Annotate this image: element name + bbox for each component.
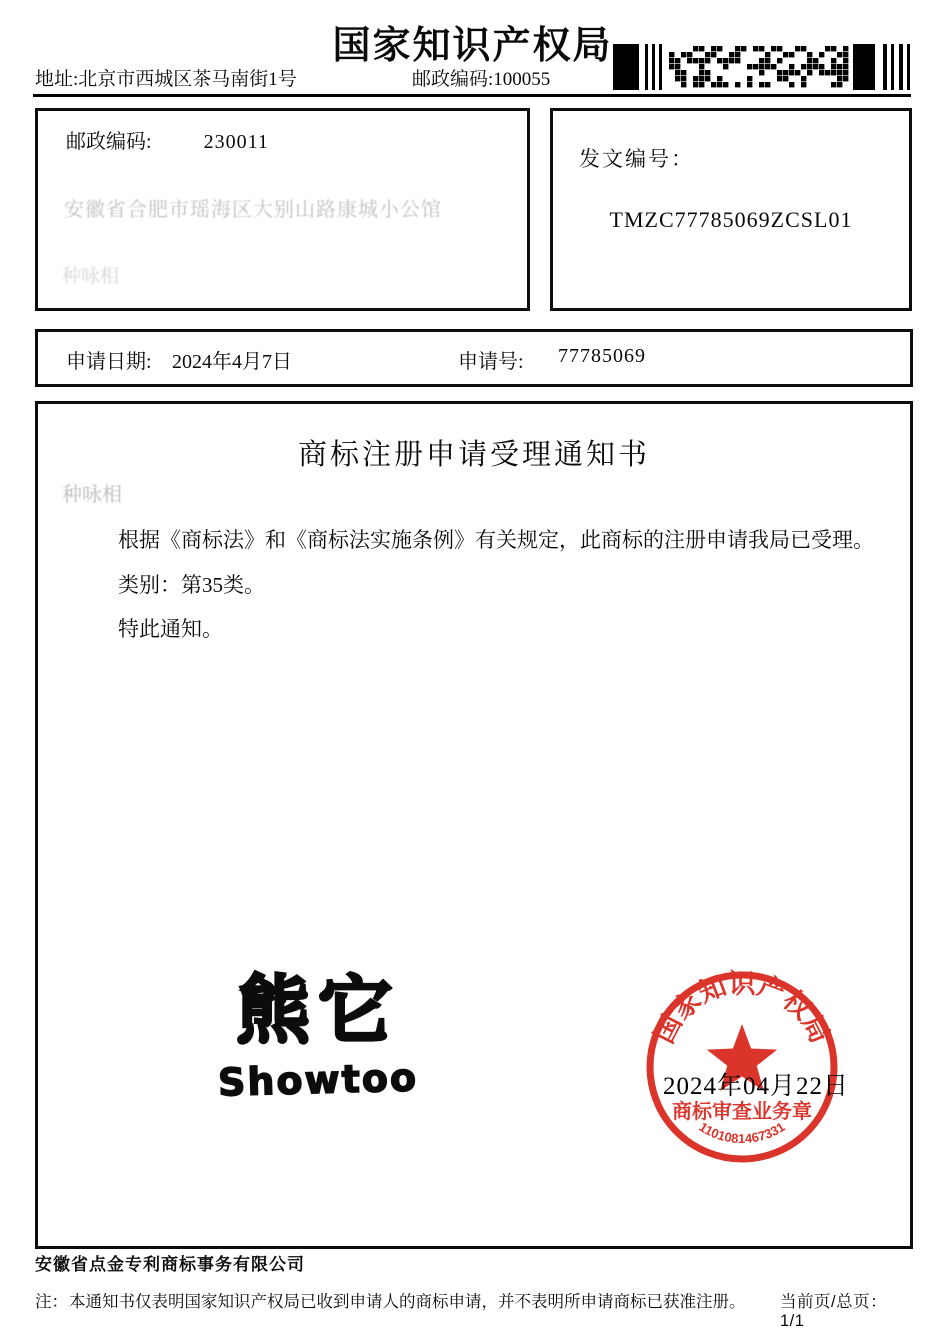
footer-note-label: 注： [35, 1293, 68, 1311]
trademark-logo-hanzi: 熊它 [236, 968, 400, 1054]
notice-paragraph-1: 根据《商标法》和《商标法实施条例》有关规定，此商标的注册申请我局已受理。 [118, 528, 874, 552]
dispatch-number-label: 发文编号： [579, 147, 694, 171]
page-indicator: 当前页/总页：1/1 [780, 1293, 888, 1330]
trademark-logo [188, 968, 448, 1105]
recipient-box [35, 108, 530, 311]
application-number-value: 77785069 [558, 345, 646, 367]
recipient-postal-value: 230011 [203, 131, 269, 153]
bureau-address: 地址:北京市西城区茶马南街1号 [35, 69, 297, 90]
recipient-name-faint: 种咏相 [62, 266, 120, 287]
seal-line-text: 商标审查业务章 [672, 1101, 812, 1123]
notice-greeting-faint: 种咏相 [62, 484, 122, 506]
agency-name: 安徽省点金专利商标事务有限公司 [35, 1255, 305, 1274]
bureau-postal-code: 邮政编码:100055 [412, 69, 551, 90]
trademark-logo-latin: Showtoo [217, 1055, 419, 1105]
mail-barcode-icon [613, 44, 913, 90]
notice-title: 商标注册申请受理通知书 [297, 439, 650, 471]
application-date-value: 2024年4月7日 [172, 351, 292, 373]
notice-body-box [35, 401, 913, 1249]
recipient-postal-row [66, 125, 269, 154]
recipient-address-faint: 安徽省合肥市瑶海区大别山路康城小公馆 [64, 199, 442, 221]
application-info-bar [35, 329, 913, 387]
seal-number: 1101081467331 [696, 1119, 788, 1147]
application-number-label: 申请号: [458, 351, 524, 373]
application-date-label: 申请日期: [66, 351, 152, 373]
dispatch-number-value: TMZC77785069ZCSL01 [609, 207, 853, 232]
page-title: 国家知识产权局 [332, 25, 613, 67]
header-divider [33, 94, 911, 97]
footer-note-text: 本通知书仅表明国家知识产权局已收到申请人的商标申请，并不表明所申请商标已获准注册。 [69, 1293, 746, 1311]
notice-paragraph-2: 类别：第35类。 [118, 573, 265, 597]
dispatch-number-box [550, 108, 912, 311]
recipient-postal-label: 邮政编码: [66, 131, 152, 153]
seal-date-overlay: 2024年04月22日 [663, 1073, 850, 1100]
seal-arc-text: 国家知识产权局 [648, 968, 836, 1048]
notice-paragraph-3: 特此通知。 [118, 617, 223, 641]
